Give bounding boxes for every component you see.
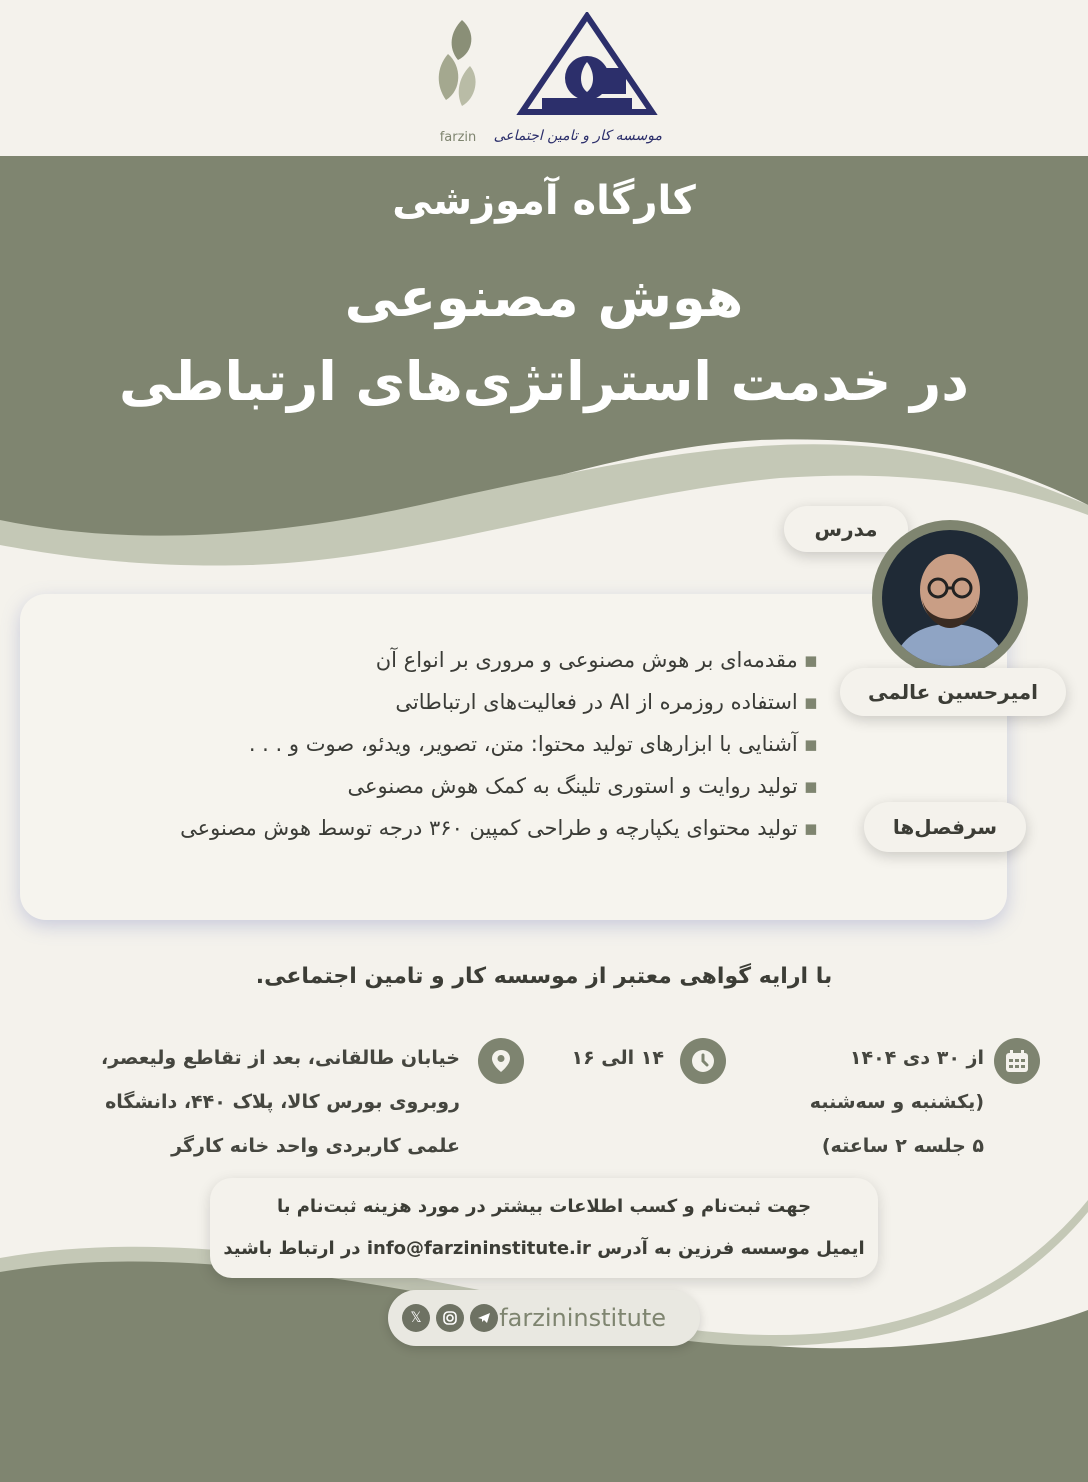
clock-icon	[690, 1048, 716, 1074]
schedule-time: ۱۴ الی ۱۶	[571, 1047, 664, 1069]
social-bar	[388, 1290, 700, 1346]
address-line-2: روبروی بورس کالا، پلاک ۴۴۰، دانشگاه	[105, 1091, 460, 1113]
triangle-emblem-icon	[512, 12, 662, 124]
clock-icon-wrap	[680, 1038, 726, 1084]
date-line-2: (یکشنبه و سه‌شنبه	[809, 1091, 984, 1113]
schedule-address	[101, 1036, 460, 1168]
institute-logo-caption: موسسه کار و تامین اجتماعی	[493, 128, 662, 144]
calendar-icon	[1004, 1048, 1030, 1074]
certificate-note: با ارایه گواهی معتبر از موسسه کار و تامین اجتماعی.	[255, 964, 833, 989]
instructor-label: مدرس	[784, 506, 908, 552]
contact-line-2: ایمیل موسسه فرزین به آدرس info@farzininstitute.ir در ارتباط باشید	[223, 1238, 865, 1259]
institute-logo	[493, 12, 662, 152]
farzin-logo	[418, 14, 498, 154]
leaf-logo-icon	[418, 14, 498, 126]
contact-box	[210, 1178, 878, 1278]
schedule-date	[810, 1036, 984, 1168]
calendar-icon-wrap	[994, 1038, 1040, 1084]
instructor-avatar	[872, 520, 1028, 676]
topic-item: ▪مقدمه‌ای بر هوش مصنوعی و مروری بر انواع آن	[375, 648, 818, 672]
title-line-2: هوش مصنوعی	[344, 266, 744, 329]
topic-item: ▪استفاده روزمره از AI در فعالیت‌های ارتباطاتی	[395, 690, 818, 714]
date-line-3: ۵ جلسه ۲ ساعته)	[821, 1135, 984, 1157]
topic-item: ▪تولید روایت و استوری تلینگ به کمک هوش مصنوعی	[347, 774, 818, 798]
address-line-1: خیابان طالقانی، بعد از تقاطع ولیعصر،	[101, 1047, 460, 1069]
topics-card	[20, 594, 1007, 920]
title-line-1: کارگاه آموزشی	[392, 178, 696, 224]
location-pin-icon	[488, 1048, 514, 1074]
topic-item: ▪آشنایی با ابزارهای تولید محتوا: متن، تصویر، ویدئو، صوت و . . .	[248, 732, 818, 756]
x-icon[interactable]: 𝕏	[402, 1304, 430, 1332]
address-line-3: علمی کاربردی واحد خانه کارگر	[171, 1135, 460, 1157]
telegram-icon[interactable]	[470, 1304, 498, 1332]
date-line-1: از ۳۰ دی ۱۴۰۴	[849, 1047, 984, 1069]
instagram-icon[interactable]	[436, 1304, 464, 1332]
topics-label: سرفصل‌ها	[864, 802, 1026, 852]
social-handle[interactable]: farzininstitute	[499, 1304, 666, 1332]
contact-line-1: جهت ثبت‌نام و کسب اطلاعات بیشتر در مورد هزینه ثبت‌نام با	[276, 1196, 812, 1217]
title-line-3: در خدمت استراتژی‌های ارتباطی	[119, 350, 969, 413]
farzin-logo-caption: farzin	[439, 130, 477, 145]
person-photo-icon	[882, 530, 1018, 666]
instructor-name: امیرحسین عالمی	[840, 668, 1066, 716]
location-icon-wrap	[478, 1038, 524, 1084]
topic-item: ▪تولید محتوای یکپارچه و طراحی کمپین ۳۶۰ درجه توسط هوش مصنوعی	[180, 816, 818, 840]
